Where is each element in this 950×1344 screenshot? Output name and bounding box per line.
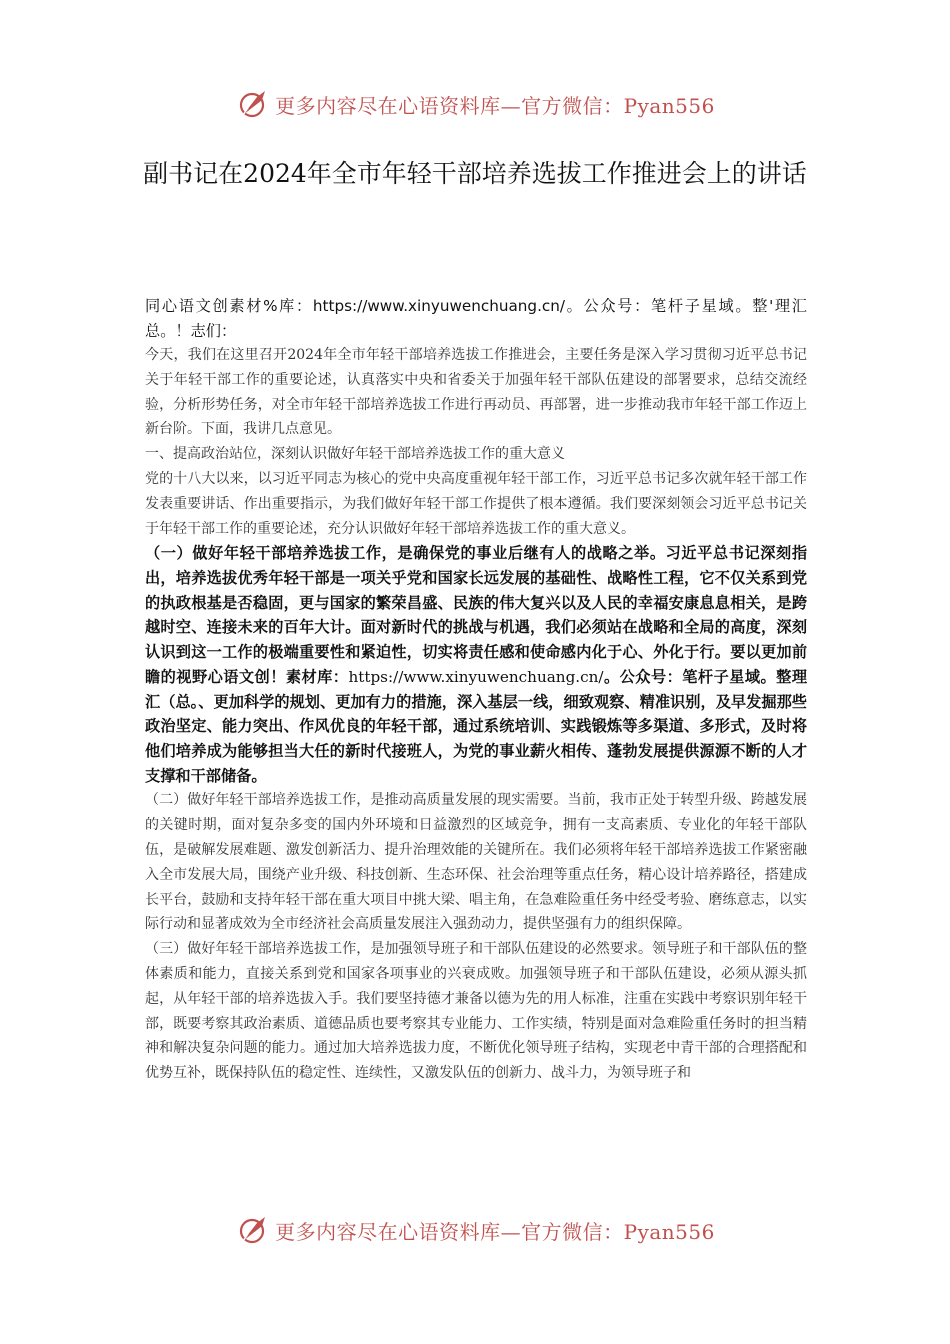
banner-text: 更多内容尽在心语资料库—官方微信：Pyan556 [275, 93, 715, 118]
intro-paragraph-source: 同心语文创素材%库：https://www.xinyuwenchuang.cn/。公众号：笔杆子星域。整'理汇总。！志们： [145, 297, 807, 340]
body-paragraph-2-part-b: 。公众号：笔杆子星域。整理汇（总。、更加科学的规划、更加有力的措施，深入基层一线，细致观察、精准识别，及早发掘那些政治坚定、能力突出、作风优良的年轻干部，通过系统培训、实践锻炼等多渠道、多形式，及时将他们培养成为能够担当大任的新时代接班人，为党的事业薪火相传、蓬勃发展提供源源不断的人才支撑和干部储备。 [145, 667, 808, 785]
body-paragraph-2 [145, 541, 807, 788]
body-paragraph-4: （三）做好年轻干部培养选拔工作，是加强领导班子和干部队伍建设的必然要求。领导班子和干部队伍的整体素质和能力，直接关系到党和国家各项事业的兴衰成败。加强领导班子和干部队伍建设，必须从源头抓起，从年轻干部的培养选拔入手。我们要坚持德才兼备以德为先的用人标准，注重在实践中考察识别年轻干部，既要考察其政治素质、道德品质也要考察其专业能力、工作实绩，特别是面对急难险重任务时的担当精神和解决复杂问题的能力。通过加大培养选拔力度，不断优化领导班子结构，实现老中青干部的合理搭配和优势互补，既保持队伍的稳定性、连续性，又激发队伍的创新力、战斗力，为领导班子和 [145, 941, 807, 1082]
document-title: 副书记在2024年全市年轻干部培养选拔工作推进会上的讲话 [143, 159, 807, 188]
quill-pen-icon [235, 87, 269, 121]
footer-watermark-banner [0, 1210, 950, 1250]
body-paragraph-3: （二）做好年轻干部培养选拔工作，是推动高质量发展的现实需要。当前，我市正处于转型升级、跨越发展的关键时期，面对复杂多变的国内外环境和日益激烈的区域竞争，拥有一支高素质、专业化的年轻干部队伍，是破解发展难题、激发创新活力、提升治理效能的关键所在。我们必须将年轻干部培养选拔工作紧密融入全市发展大局，围绕产业升级、科技创新、生态环保、社会治理等重点任务，精心设计培养路径，搭建成长平台，鼓励和支持年轻干部在重大项目中挑大梁、唱主角，在急难险重任务中经受考验、磨练意志，以实际行动和显著成效为全市经济社会高质量发展注入强劲动力，提供坚强有力的组织保障。 [145, 792, 807, 933]
banner-text: 更多内容尽在心语资料库—官方微信：Pyan556 [275, 1219, 715, 1244]
section-heading-1: 一、提高政治站位，深刻认识做好年轻干部培养选拔工作的重大意义 [145, 446, 565, 463]
document-body [145, 294, 807, 1086]
header-watermark-banner [0, 84, 950, 124]
body-paragraph-1: 党的十八大以来，以习近平同志为核心的党中央高度重视年轻干部工作，习近平总书记多次就年轻干部工作发表重要讲话、作出重要指示，为我们做好年轻干部工作提供了根本遵循。我们要深刻领会习近平总书记关于年轻干部工作的重要论述，充分认识做好年轻干部培养选拔工作的重大意义。 [145, 470, 807, 537]
intro-paragraph: 今天，我们在这里召开2024年全市年轻干部培养选拔工作推进会，主要任务是深入学习贯彻习近平总书记关于年轻干部工作的重要论述，认真落实中央和省委关于加强年轻干部队伍建设的部署要求，总结交流经验，分析形势任务，对全市年轻干部培养选拔工作进行再动员、再部署，进一步推动我市年轻干部工作迈上新台阶。下面，我讲几点意见。 [145, 347, 807, 438]
quill-pen-icon [235, 1213, 269, 1247]
source-url: https://www.xinyuwenchuang.cn/ [348, 667, 604, 686]
body-paragraph-2-part-a: （一）做好年轻干部培养选拔工作，是确保党的事业后继有人的战略之举。习近平总书记深刻指出，培养选拔优秀年轻干部是一项关乎党和国家长远发展的基础性、战略性工程，它不仅关系到党的执政根基是否稳固，更与国家的繁荣昌盛、民族的伟大复兴以及人民的幸福安康息息相关，是跨越时空、连接未来的百年大计。面对新时代的挑战与机遇，我们必须站在战略和全局的高度，深刻认识到这一工作的极端重要性和紧迫性，切实将责任感和使命感内化于心、外化于行。要以更加前瞻的视野心语文创！素材库： [145, 544, 807, 686]
